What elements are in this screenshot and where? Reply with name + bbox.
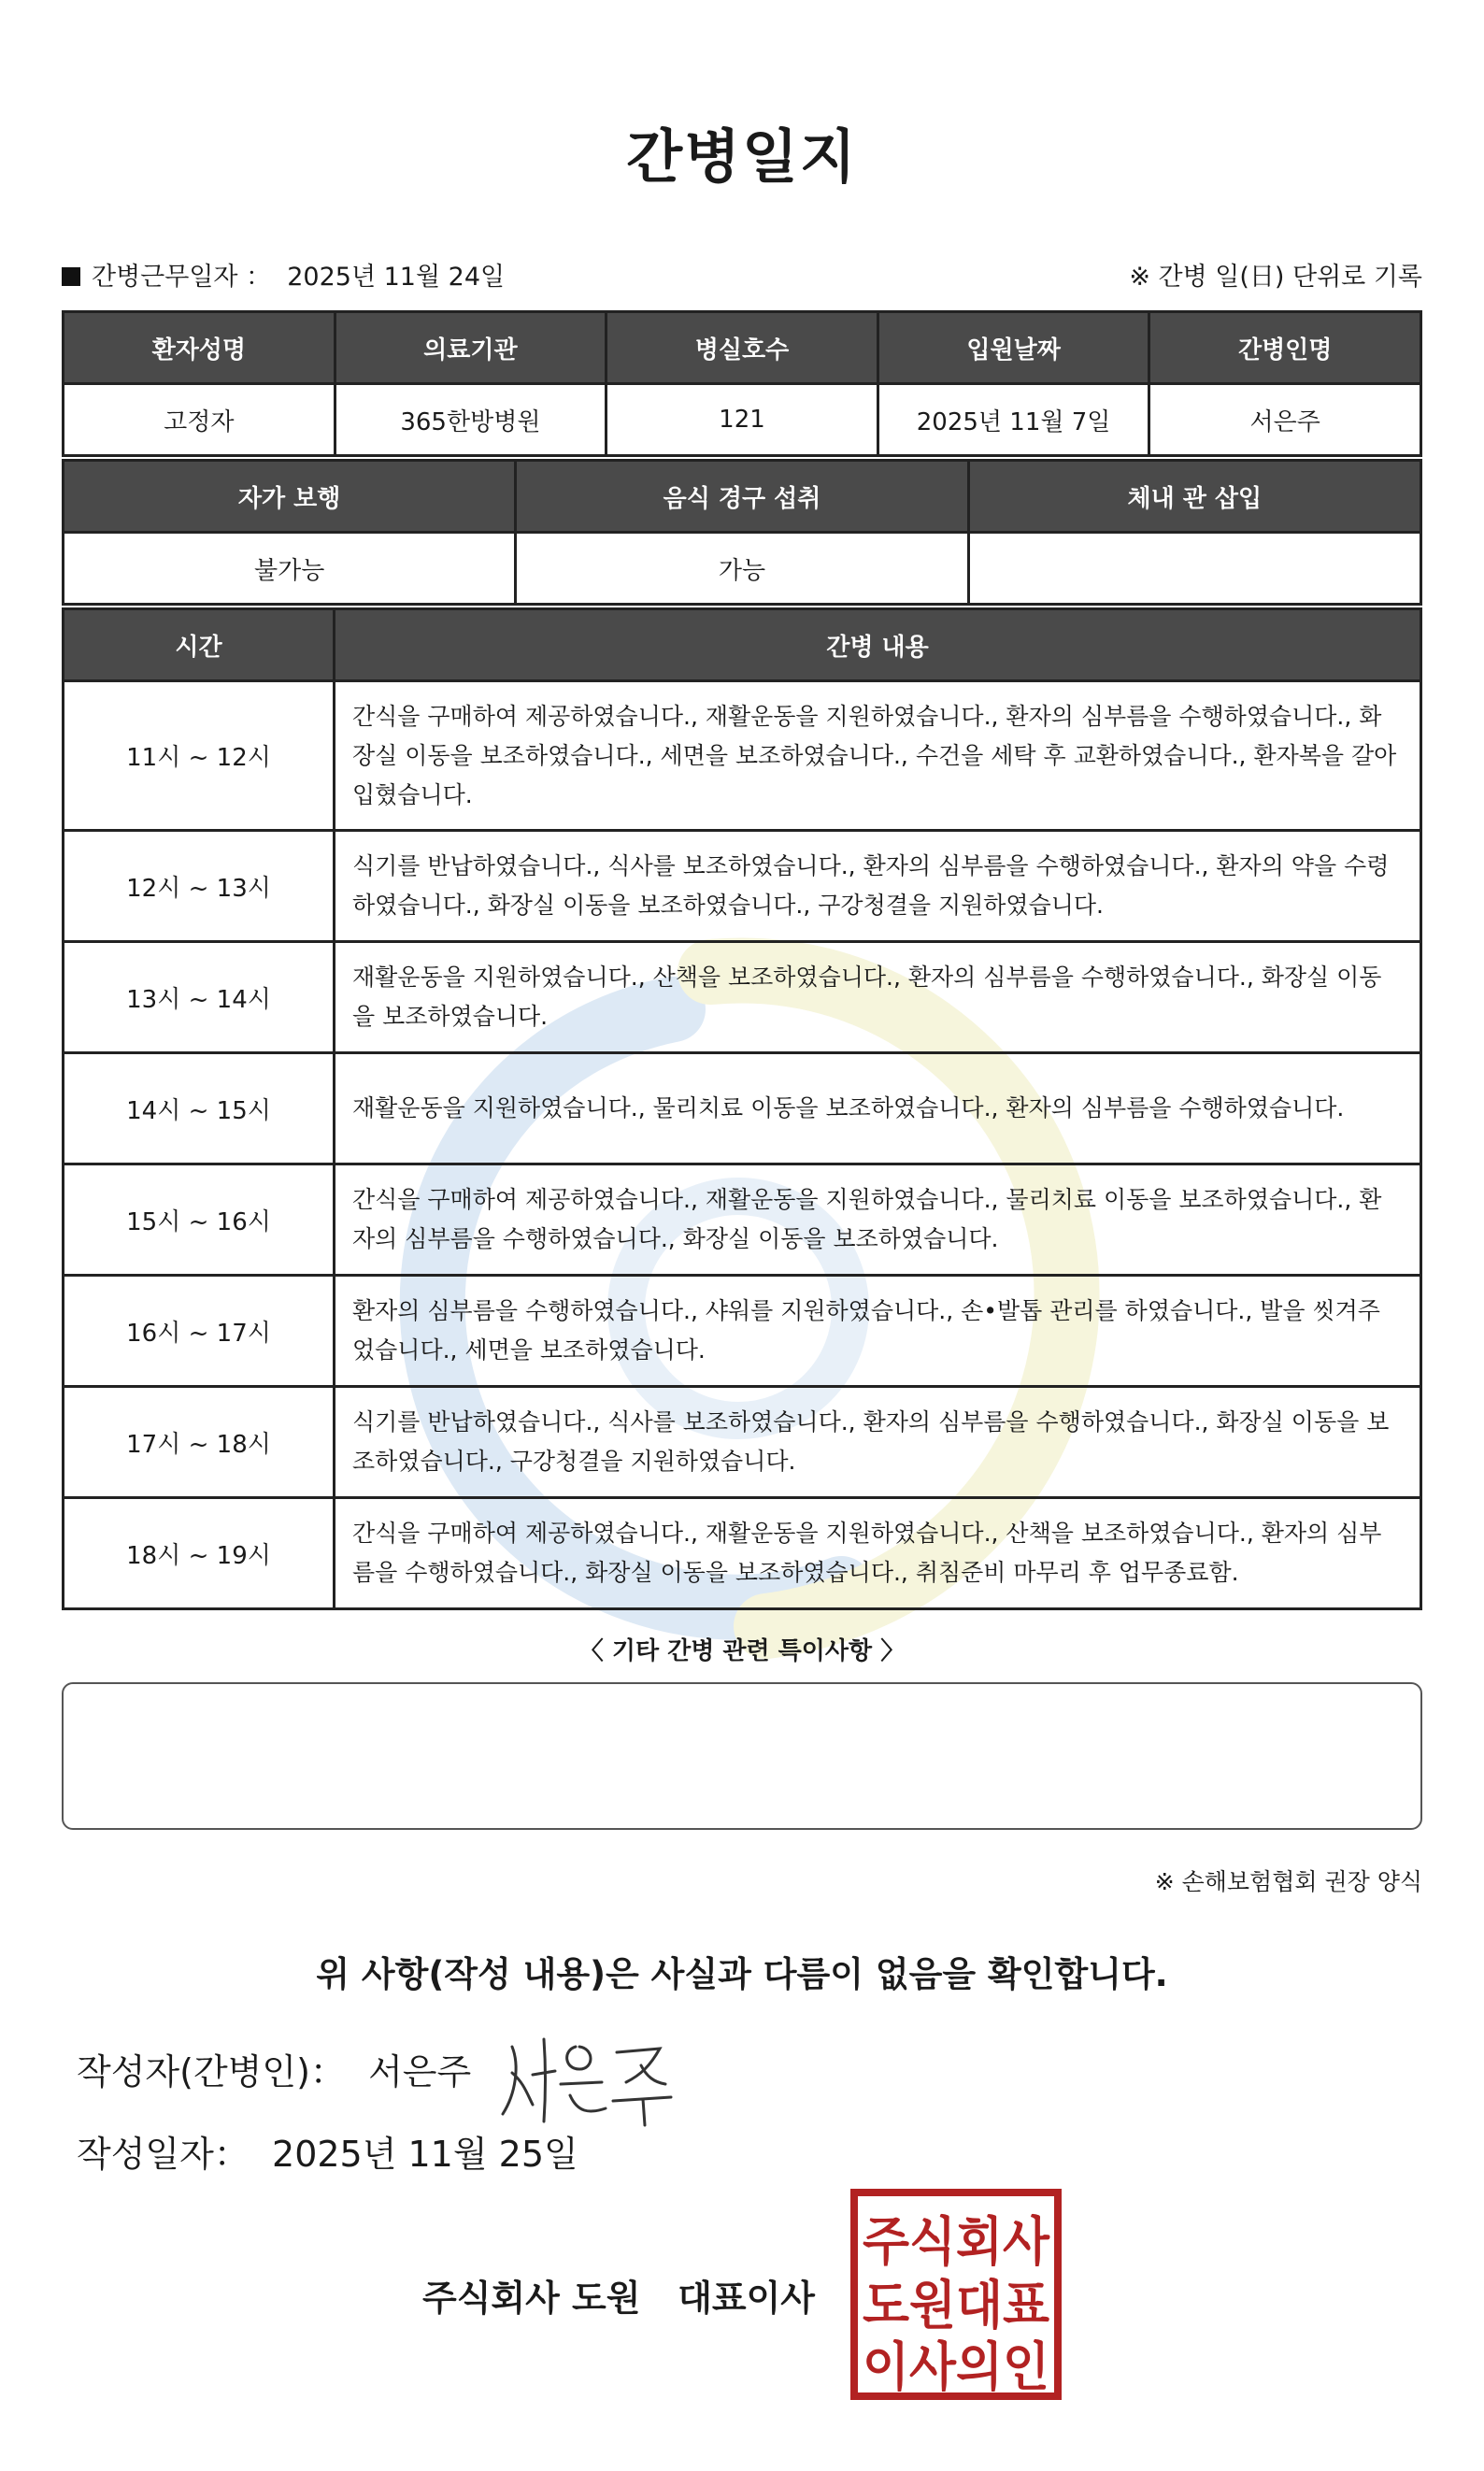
patient-info-value-row	[64, 384, 1421, 456]
patient-name: 고정자	[64, 384, 335, 456]
header-time: 시간	[64, 609, 335, 681]
header-patient-name: 환자성명	[64, 312, 335, 384]
time-slot: 15시 ~ 16시	[64, 1164, 335, 1276]
time-slot: 11시 ~ 12시	[64, 681, 335, 831]
writer-name: 서은주	[368, 2051, 472, 2092]
tube-insertion-value	[968, 533, 1420, 605]
status-header-row	[64, 461, 1421, 533]
table-row	[64, 1387, 1421, 1498]
svg-text:도원대표: 도원대표	[863, 2276, 1049, 2336]
confirmation-statement: 위 사항(작성 내용)은 사실과 다름이 없음을 확인합니다.	[316, 1954, 1168, 1994]
table-row	[64, 681, 1421, 831]
care-log-table	[62, 607, 1422, 1610]
svg-text:주식회사: 주식회사	[863, 2212, 1050, 2273]
header-room: 병실호수	[606, 312, 878, 384]
care-content: 재활운동을 지원하였습니다., 산책을 보조하였습니다., 환자의 심부름을 수행하였습니다., 화장실 이동을 보조하였습니다.	[335, 942, 1421, 1053]
table-row	[64, 1498, 1421, 1609]
header-caregiver-name: 간병인명	[1149, 312, 1421, 384]
self-walking-value: 불가능	[64, 533, 516, 605]
special-notes-title: 〈 기타 간병 관련 특이사항 〉	[578, 1637, 906, 1665]
care-content: 재활운동을 지원하였습니다., 물리치료 이동을 보조하였습니다., 환자의 심부름을 수행하였습니다.	[335, 1053, 1421, 1164]
work-date-value: 2025년 11월 24일	[287, 263, 506, 292]
header-care-content: 간병 내용	[335, 609, 1421, 681]
work-date-label: 간병근무일자 ：	[92, 263, 272, 292]
caregiver-name: 서은주	[1149, 384, 1421, 456]
admission-date: 2025년 11월 7일	[878, 384, 1149, 456]
writer-label: 작성자(간병인)：	[77, 2051, 346, 2092]
care-content: 환자의 심부름을 수행하였습니다., 샤워를 지원하였습니다., 손•발톱 관리를 하였습니다., 발을 씻겨주었습니다., 세면을 보조하였습니다.	[335, 1276, 1421, 1387]
table-row	[64, 1276, 1421, 1387]
form-source-note: ※ 손해보험협회 권장 양식	[1154, 1868, 1422, 1895]
document-title: 간병일지	[626, 122, 858, 191]
header-self-walking: 자가 보행	[64, 461, 516, 533]
table-row	[64, 1053, 1421, 1164]
table-row	[64, 831, 1421, 942]
header-admission-date: 입원날짜	[878, 312, 1149, 384]
patient-info-table	[62, 310, 1422, 457]
time-slot: 17시 ~ 18시	[64, 1387, 335, 1498]
record-unit-note: ※ 간병 일(日) 단위로 기록	[1129, 263, 1422, 292]
square-bullet-icon	[62, 267, 80, 286]
writer-line	[77, 2043, 471, 2094]
handwritten-signature	[495, 2028, 682, 2131]
care-content: 간식을 구매하여 제공하였습니다., 재활운동을 지원하였습니다., 물리치료 이동을 보조하였습니다., 환자의 심부름을 수행하였습니다., 화장실 이동을 보조하였습니다.	[335, 1164, 1421, 1276]
written-date-label: 작성일자：	[77, 2134, 250, 2175]
time-slot: 12시 ~ 13시	[64, 831, 335, 942]
time-slot: 14시 ~ 15시	[64, 1053, 335, 1164]
status-value-row	[64, 533, 1421, 605]
table-row	[64, 1164, 1421, 1276]
company-signature-line	[422, 2269, 815, 2321]
header-hospital: 의료기관	[335, 312, 606, 384]
oral-intake-value: 가능	[516, 533, 968, 605]
work-date	[62, 256, 505, 293]
care-content: 식기를 반납하였습니다., 식사를 보조하였습니다., 환자의 심부름을 수행하였습니다., 환자의 약을 수령하였습니다., 화장실 이동을 보조하였습니다., 구강청결을 지원하였습니다.	[335, 831, 1421, 942]
special-notes-box	[62, 1682, 1422, 1830]
header-oral-intake: 음식 경구 섭취	[516, 461, 968, 533]
patient-info-header-row	[64, 312, 1421, 384]
table-row	[64, 942, 1421, 1053]
time-slot: 18시 ~ 19시	[64, 1498, 335, 1609]
care-log-header-row	[64, 609, 1421, 681]
status-table	[62, 459, 1422, 606]
company-name: 주식회사 도원	[422, 2278, 641, 2319]
header-tube-insertion: 체내 관 삽입	[968, 461, 1420, 533]
hospital-name: 365한방병원	[335, 384, 606, 456]
care-content: 간식을 구매하여 제공하였습니다., 재활운동을 지원하였습니다., 환자의 심부름을 수행하였습니다., 화장실 이동을 보조하였습니다., 세면을 보조하였습니다., 수건을 세탁 후 교환하였습니다., 환자복을 갈아입혔습니다.	[335, 681, 1421, 831]
svg-text:이사의인: 이사의인	[863, 2337, 1049, 2398]
time-slot: 13시 ~ 14시	[64, 942, 335, 1053]
representative-title: 대표이사	[678, 2278, 816, 2319]
care-content: 간식을 구매하여 제공하였습니다., 재활운동을 지원하였습니다., 산책을 보조하였습니다., 환자의 심부름을 수행하였습니다., 화장실 이동을 보조하였습니다., 취침준비 마무리 후 업무종료함.	[335, 1498, 1421, 1609]
company-seal-icon	[849, 2187, 1063, 2402]
written-date-value: 2025년 11월 25일	[272, 2134, 578, 2175]
care-content: 식기를 반납하였습니다., 식사를 보조하였습니다., 환자의 심부름을 수행하였습니다., 화장실 이동을 보조하였습니다., 구강청결을 지원하였습니다.	[335, 1387, 1421, 1498]
written-date-line	[77, 2125, 578, 2177]
time-slot: 16시 ~ 17시	[64, 1276, 335, 1387]
room-number: 121	[606, 384, 878, 456]
